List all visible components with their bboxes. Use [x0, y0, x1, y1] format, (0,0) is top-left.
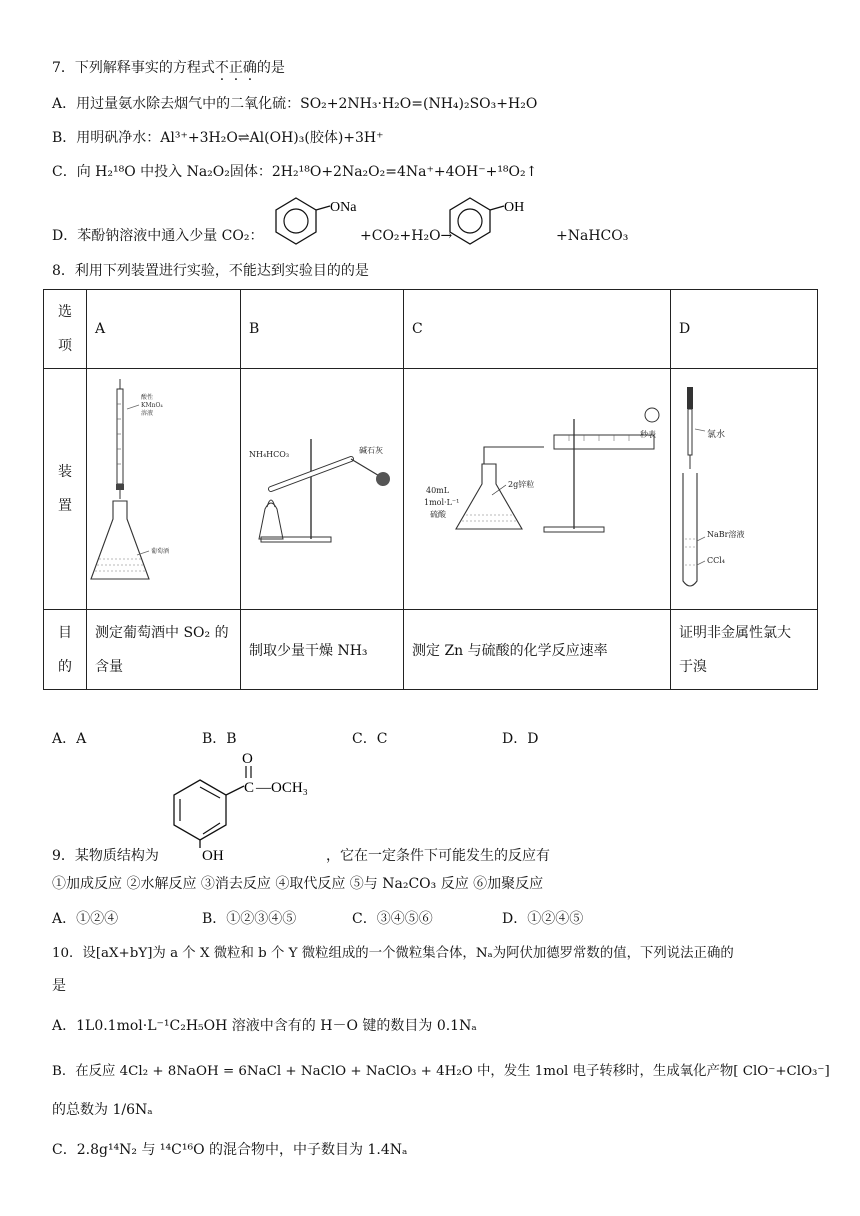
- halogen-apparatus-image: [671, 369, 818, 605]
- q7-option-b[interactable]: B．用明矾净水：Al³⁺+3H₂O⇌Al(OH)₃(胶体)+3H⁺: [52, 130, 384, 146]
- emphasis-char: 不: [214, 60, 229, 76]
- row-label-purpose: 目 的: [44, 610, 87, 690]
- apparatus-a: [87, 369, 241, 610]
- q7-option-a[interactable]: A．用过量氨水除去烟气中的二氧化硫：SO₂+2NH₃·H₂O=(NH₄)₂SO₃+H₂O: [52, 96, 538, 112]
- acid-label: 硫酸: [430, 510, 446, 519]
- col-head-d: D: [671, 290, 818, 369]
- q9-option-c[interactable]: C．③④⑤⑥: [352, 911, 433, 927]
- col-head-b: B: [241, 290, 404, 369]
- group-label-oh: OH: [504, 200, 525, 215]
- rate-apparatus-image: [404, 369, 671, 605]
- emphasis-char: 确: [242, 60, 257, 76]
- dropper-label: 氯水: [707, 430, 726, 440]
- reagent-label-2: KMnO₄: [141, 402, 163, 409]
- q8-option-b[interactable]: B．B: [202, 731, 237, 747]
- group-label-ona: ONa: [330, 200, 357, 215]
- table-row-options: [44, 290, 818, 369]
- apparatus-b: [241, 369, 404, 610]
- table-row-apparatus: [44, 369, 818, 610]
- emphasis-char: 正: [228, 60, 243, 76]
- concentration-label: 1mol·L⁻¹: [424, 498, 460, 507]
- q7-option-c[interactable]: C．向 H₂¹⁸O 中投入 Na₂O₂固体：2H₂¹⁸O+2Na₂O₂=4Na⁺+4OH⁻+¹⁸O₂↑: [52, 164, 538, 180]
- q9-option-a[interactable]: A．①②④: [52, 911, 119, 927]
- flask-label: 葡萄酒: [151, 548, 170, 555]
- table-row-purpose: [44, 610, 818, 690]
- ammonia-apparatus-image: [241, 369, 404, 605]
- purpose-d: 证明非金属性氯大 于溴: [671, 610, 818, 690]
- q9-stem-prefix: 9．某物质结构为: [52, 848, 159, 864]
- zinc-label: 2g锌粒: [508, 480, 535, 489]
- q8-option-c[interactable]: C．C: [352, 731, 388, 747]
- q9-reactions: ①加成反应 ②水解反应 ③消去反应 ④取代反应 ⑤与 Na₂CO₃ 反应 ⑥加聚反应: [52, 876, 544, 892]
- volume-label: 40mL: [426, 486, 450, 495]
- q7-emphasis: [215, 60, 257, 76]
- carbonyl-o-label: O: [242, 751, 253, 767]
- q8-option-d[interactable]: D．D: [502, 731, 539, 747]
- q10-option-b-line2[interactable]: 的总数为 1/6Nₐ: [52, 1102, 153, 1118]
- q10-option-a[interactable]: A．1L0.1mol·L⁻¹C₂H₅OH 溶液中含有的 H－O 键的数目为 0.1Nₐ: [52, 1018, 477, 1034]
- q10-option-b-line1[interactable]: B．在反应 4Cl₂ + 8NaOH = 6NaCl + NaClO + NaClO₃ + 4H₂O 中，发生 1mol 电子转移时，生成氧化产物[ ClO⁻+ClO₃⁻]: [52, 1064, 830, 1079]
- purpose-c: 测定 Zn 与硫酸的化学反应速率: [404, 610, 671, 690]
- col-head-a: A: [87, 290, 241, 369]
- timer-label: 秒表: [640, 430, 656, 439]
- apparatus-d: [671, 369, 818, 610]
- phenol-structure: [440, 192, 540, 248]
- solution-label: NaBr溶液: [707, 530, 745, 539]
- carbon-label: C: [244, 780, 255, 796]
- reagent-label-nh4hco3: NH₄HCO₃: [249, 450, 290, 459]
- q7-d-prefix: D．苯酚钠溶液中通入少量 CO₂：: [52, 228, 264, 244]
- q7-d-suffix: +NaHCO₃: [556, 228, 629, 244]
- reagent-label-1: 酸性: [141, 394, 154, 401]
- q8-options: [52, 728, 752, 748]
- q9-option-b[interactable]: B．①②③④⑤: [202, 911, 297, 927]
- ester-group-label: —OCH₃: [256, 780, 308, 796]
- hydroxyl-label: OH: [202, 848, 224, 864]
- q10-stem-line2: 是: [52, 978, 66, 994]
- tube-label: 碱石灰: [359, 446, 383, 455]
- col-head-c: C: [404, 290, 671, 369]
- row-label-apparatus: 装 置: [44, 369, 87, 610]
- methyl-salicylate-structure: [160, 750, 330, 865]
- q7-d-middle: +CO₂+H₂O→: [360, 228, 453, 244]
- q9-option-d[interactable]: D．①②④⑤: [502, 911, 584, 927]
- q8-option-a[interactable]: A．A: [52, 731, 87, 747]
- reagent-label-3: 溶液: [141, 410, 154, 417]
- solvent-label: CCl₄: [707, 556, 726, 565]
- q10-stem-line1: 10．设[aX+bY]为 a 个 X 微粒和 b 个 Y 微粒组成的一个微粒集合体，Nₐ为阿伏加德罗常数的值，下列说法正确的: [52, 946, 734, 961]
- q8-stem: 8．利用下列装置进行实验，不能达到实验目的的是: [52, 263, 369, 279]
- q9-stem-suffix: ，它在一定条件下可能发生的反应有: [326, 848, 550, 864]
- purpose-a: 测定葡萄酒中 SO₂ 的 含量: [87, 610, 241, 690]
- q10-option-c[interactable]: C．2.8g¹⁴N₂ 与 ¹⁴C¹⁶O 的混合物中，中子数目为 1.4Nₐ: [52, 1142, 408, 1158]
- q7-stem: 7．下列解释事实的方程式不正确的是: [52, 60, 285, 76]
- row-label-options: 选 项: [44, 290, 87, 369]
- experiment-table: [43, 289, 818, 690]
- q9-options: [52, 908, 752, 928]
- apparatus-c: [404, 369, 671, 610]
- titration-apparatus-image: [87, 369, 241, 605]
- purpose-b: 制取少量干燥 NH₃: [241, 610, 404, 690]
